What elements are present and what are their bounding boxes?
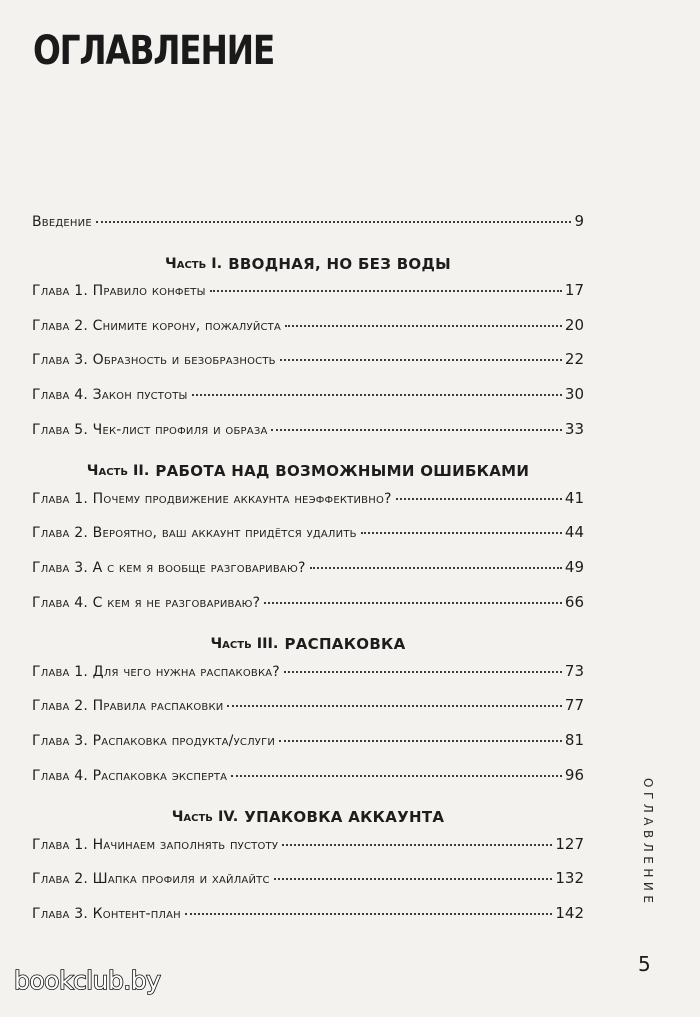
toc-entry-label: Глава 4. С кем я не разговариваю? xyxy=(32,594,261,611)
toc-entry xyxy=(32,350,584,385)
dot-leader xyxy=(284,671,562,673)
toc-entry-label: Введение xyxy=(32,214,92,230)
toc-entry-page: 44 xyxy=(564,523,584,542)
part-name: УПАКОВКА АККАУНТА xyxy=(244,808,445,827)
toc-entry-label: Глава 3. Образность и безобразность xyxy=(32,352,276,369)
toc-entry xyxy=(32,593,584,628)
toc-entry-page: 66 xyxy=(564,592,584,611)
toc-entry-label: Глава 5. Чек-лист профиля и образа xyxy=(32,421,268,438)
toc-entry-label: Глава 3. Контент-план xyxy=(32,905,181,922)
page-number: 5 xyxy=(638,952,651,976)
toc-entry-page: 81 xyxy=(564,730,584,749)
toc-entry-page: 127 xyxy=(555,834,584,853)
dot-leader xyxy=(96,221,572,223)
toc-entry-label: Глава 3. А с кем я вообще разговариваю? xyxy=(32,559,306,576)
part-heading-2 xyxy=(32,454,584,489)
toc-entry-label: Глава 2. Правила распаковки xyxy=(32,698,224,715)
toc-entry-label: Глава 2. Вероятно, ваш аккаунт придётся удалить xyxy=(32,525,357,542)
toc-entry-intro xyxy=(32,212,584,247)
dot-leader xyxy=(227,705,561,707)
running-header-vertical: ОГЛАВЛЕНИЕ xyxy=(641,778,655,908)
toc-entry-page: 17 xyxy=(564,281,584,300)
dot-leader xyxy=(282,844,552,846)
toc-entry xyxy=(32,489,584,524)
toc-entry xyxy=(32,558,584,593)
dot-leader xyxy=(274,878,553,880)
page-title: ОГЛАВЛЕНИЕ xyxy=(33,28,275,74)
toc-entry xyxy=(32,385,584,420)
toc-entry-label: Глава 1. Правило конфеты xyxy=(32,283,206,300)
part-number: Часть IV. xyxy=(171,809,239,826)
dot-leader xyxy=(271,429,561,431)
toc-entry xyxy=(32,662,584,697)
watermark-logo: bookclub.by xyxy=(14,966,161,995)
toc-entry xyxy=(32,281,584,316)
toc-entry-label: Глава 4. Распаковка эксперта xyxy=(32,767,228,784)
toc-entry-page: 96 xyxy=(564,765,584,784)
toc-entry xyxy=(32,835,584,870)
dot-leader xyxy=(361,532,562,534)
part-heading-1 xyxy=(32,247,584,282)
dot-leader xyxy=(192,394,562,396)
toc-entry-page: 142 xyxy=(555,903,584,922)
dot-leader xyxy=(264,602,562,604)
toc-entry-page: 73 xyxy=(564,661,584,680)
dot-leader xyxy=(185,913,552,915)
toc-entry-page: 30 xyxy=(564,384,584,403)
part-name: ВВОДНАЯ, НО БЕЗ ВОДЫ xyxy=(228,254,451,273)
part-number: Часть II. xyxy=(86,463,150,480)
toc-entry xyxy=(32,316,584,351)
table-of-contents xyxy=(32,212,584,938)
part-name: РАСПАКОВКА xyxy=(284,635,406,654)
toc-entry-label: Глава 3. Распаковка продукта/услуги xyxy=(32,732,276,749)
dot-leader xyxy=(285,325,562,327)
part-heading-4 xyxy=(32,800,584,835)
toc-entry xyxy=(32,766,584,801)
toc-entry xyxy=(32,869,584,904)
toc-entry-page: 20 xyxy=(564,315,584,334)
dot-leader xyxy=(396,498,562,500)
toc-entry xyxy=(32,523,584,558)
toc-entry-page: 33 xyxy=(564,419,584,438)
toc-entry-page: 49 xyxy=(564,557,584,576)
toc-entry-page: 22 xyxy=(564,350,584,369)
part-name: РАБОТА НАД ВОЗМОЖНЫМИ ОШИБКАМИ xyxy=(155,462,530,481)
toc-entry-page: 77 xyxy=(564,696,584,715)
toc-entry-label: Глава 1. Почему продвижение аккаунта неэффективно? xyxy=(32,490,392,507)
dot-leader xyxy=(279,740,562,742)
toc-entry xyxy=(32,731,584,766)
toc-entry-label: Глава 1. Начинаем заполнять пустоту xyxy=(32,836,279,853)
toc-entry-label: Глава 2. Снимите корону, пожалуйста xyxy=(32,317,282,334)
toc-entry-label: Глава 2. Шапка профиля и хайлайтс xyxy=(32,871,270,888)
dot-leader xyxy=(280,359,562,361)
toc-entry-page: 9 xyxy=(574,212,584,230)
toc-entry-page: 41 xyxy=(564,488,584,507)
dot-leader xyxy=(210,290,562,292)
dot-leader xyxy=(231,775,562,777)
toc-entry xyxy=(32,696,584,731)
toc-entry xyxy=(32,420,584,455)
part-number: Часть I. xyxy=(165,255,223,272)
toc-entry-label: Глава 1. Для чего нужна распаковка? xyxy=(32,663,280,680)
toc-entry-page: 132 xyxy=(555,869,584,888)
toc-entry-label: Глава 4. Закон пустоты xyxy=(32,386,188,403)
part-heading-3 xyxy=(32,627,584,662)
part-number: Часть III. xyxy=(210,636,279,653)
toc-entry xyxy=(32,904,584,939)
dot-leader xyxy=(310,567,562,569)
